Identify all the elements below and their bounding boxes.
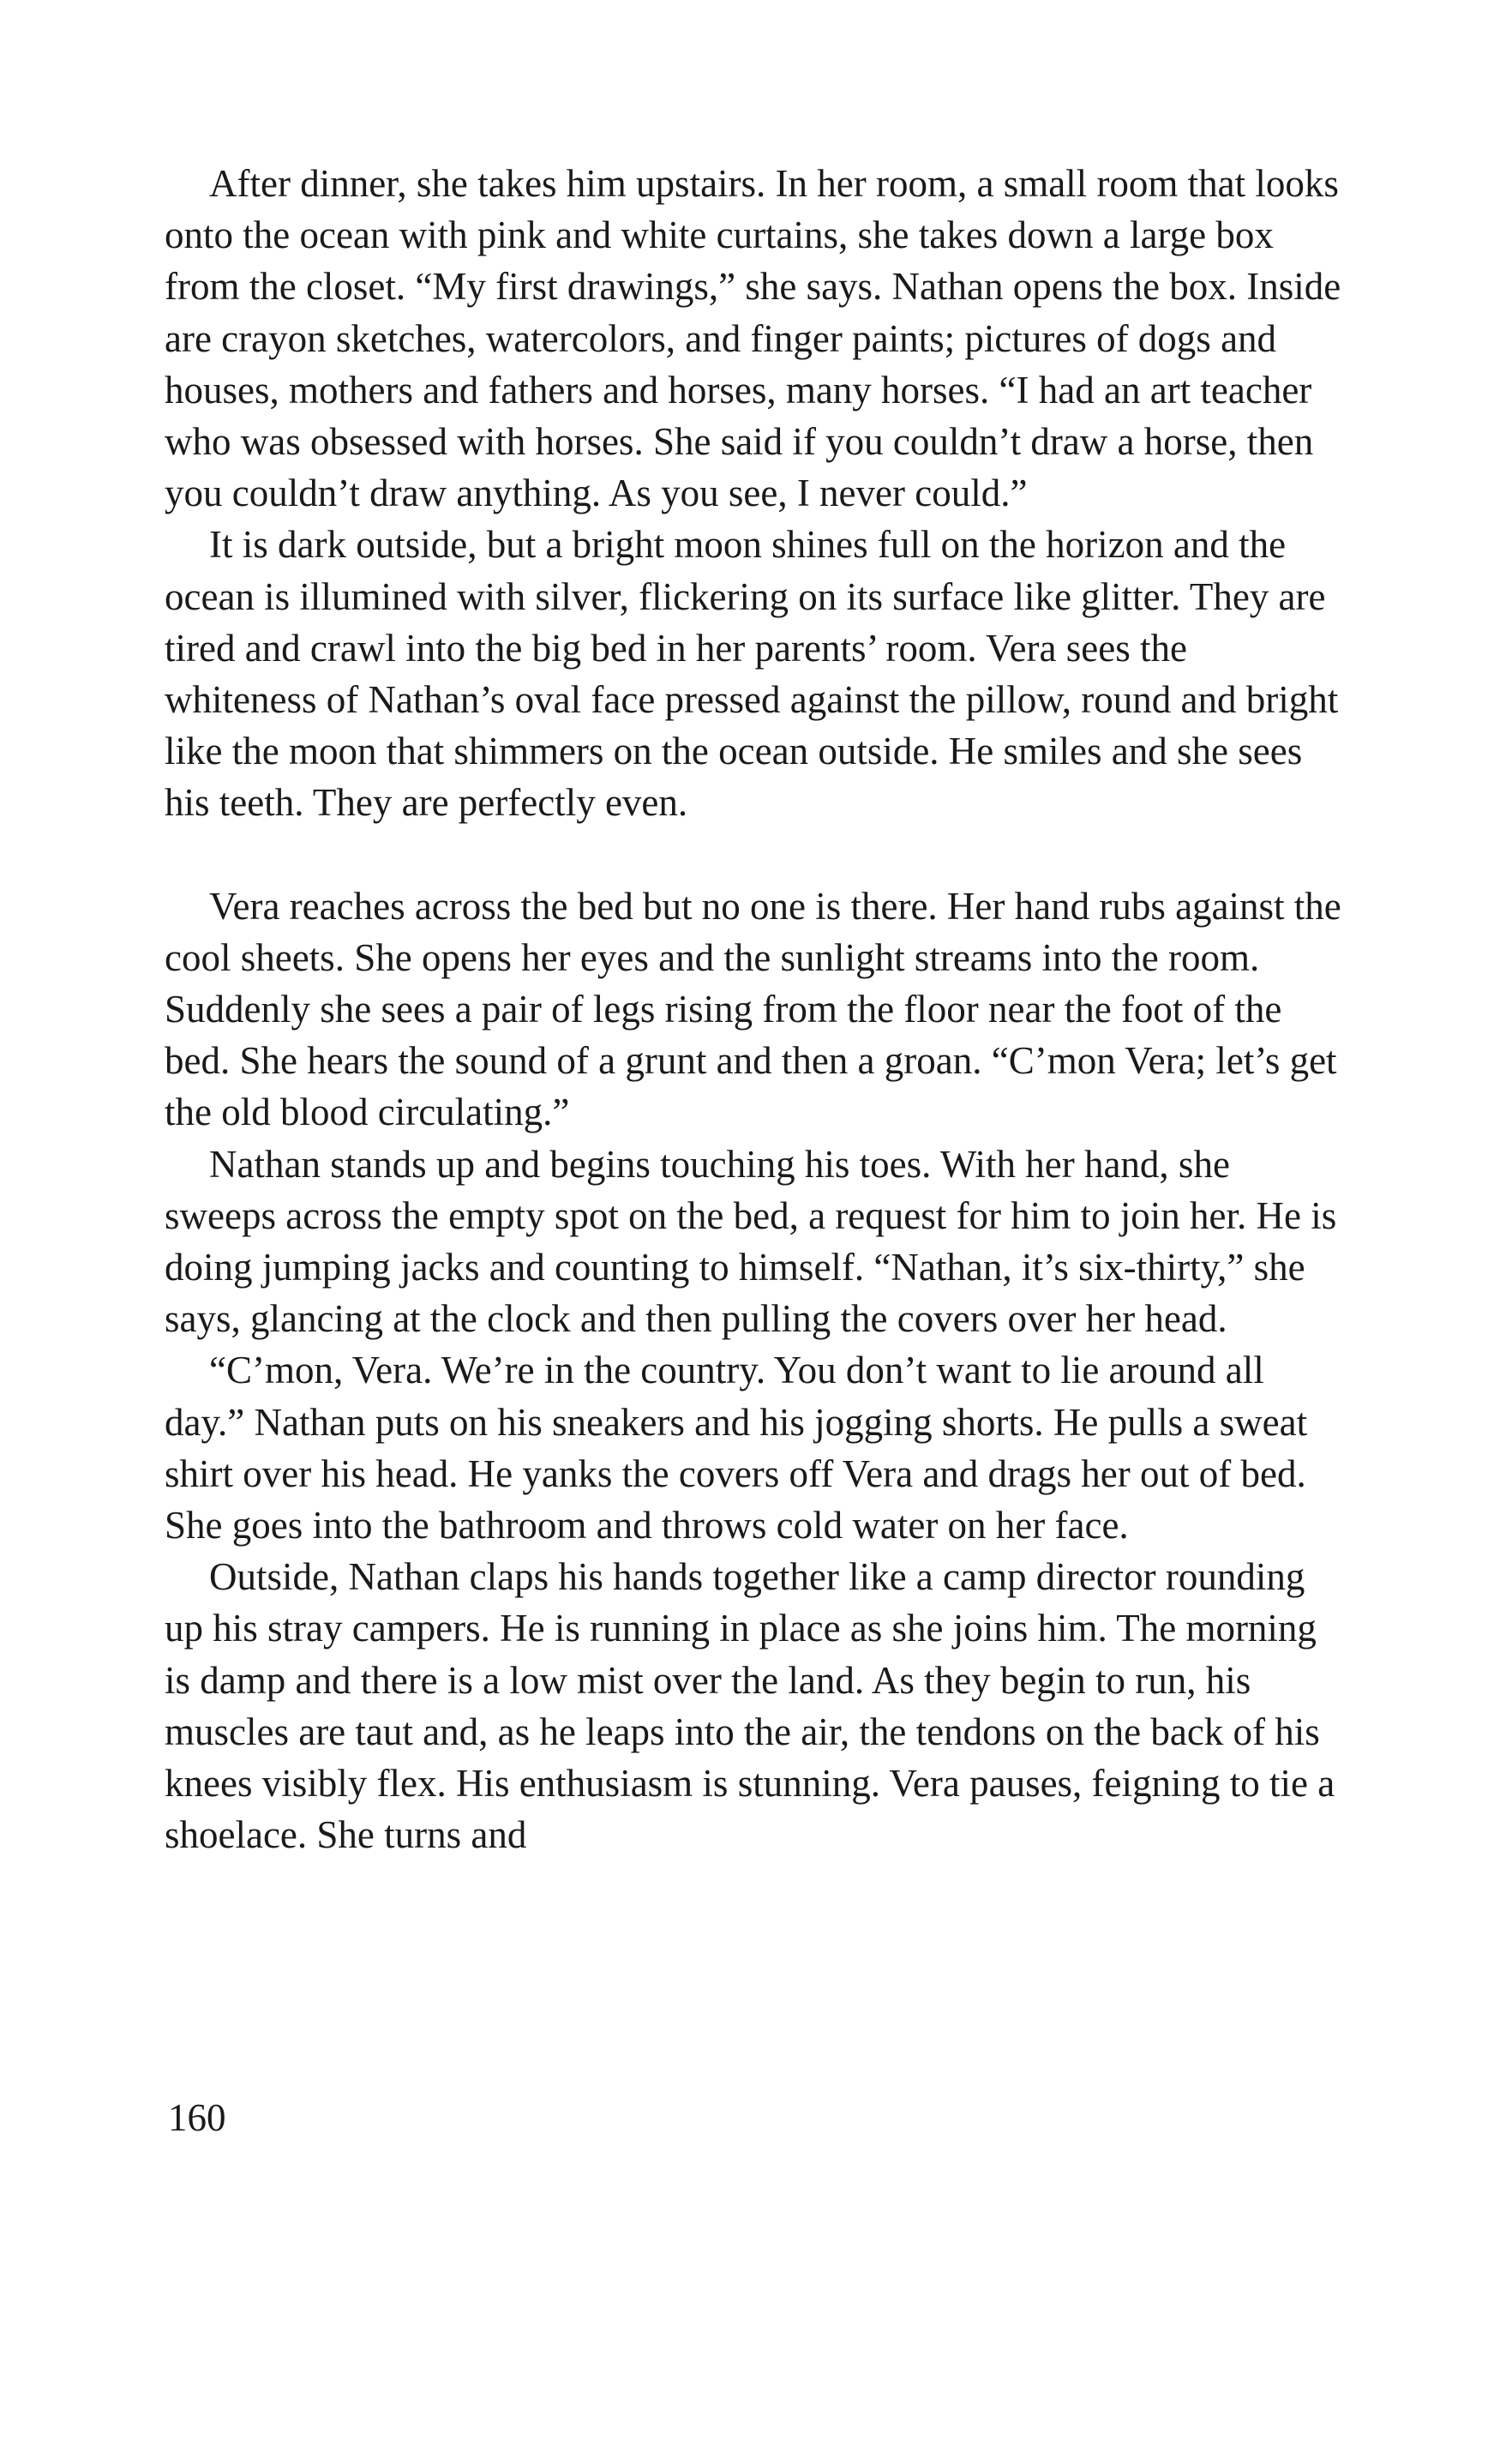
- body-text: [165, 158, 1347, 1861]
- paragraph-2: It is dark outside, but a bright moon shines full on the horizon and the ocean is illumined with silver, flickering on its surface like glitter. They are tired and crawl into the big bed in her parents’ room. Vera sees the whiteness of Nathan’s oval face pressed against the pillow, round and bright like the moon that shimmers on the ocean outside. He smiles and she sees his teeth. They are perfectly even.: [165, 523, 1339, 825]
- paragraph-5: “C’mon, Vera. We’re in the country. You don’t want to lie around all day.” Nathan puts on his sneakers and his jogging shorts. He pulls a sweat shirt over his head. He yanks the covers off Vera and drags her out of bed. She goes into the bathroom and throws cold water on her face.: [165, 1349, 1308, 1548]
- paragraph-3: Vera reaches across the bed but no one is there. Her hand rubs against the cool sheets. She opens her eyes and the sunlight streams into the room. Suddenly she sees a pair of legs rising from the floor near the foot of the bed. She hears the sound of a grunt and then a groan. “C’mon Vera; let’s get the old blood circulating.”: [165, 884, 1341, 1134]
- paragraph-6: Outside, Nathan claps his hands together like a camp director rounding up his stray campers. He is running in place as she joins him. The morning is damp and there is a low mist over the land. As they begin to run, his muscles are taut and, as he leaps into the air, the tendons on the back of his knees visibly flex. His enthusiasm is stunning. Vera pauses, feigning to tie a shoelace. She turns and: [165, 1555, 1335, 1857]
- paragraph-4: Nathan stands up and begins touching his toes. With her hand, she sweeps across the empty spot on the bed, a request for him to join her. He is doing jumping jacks and counting to himself. “Nathan, it’s six-thirty,” she says, glancing at the clock and then pulling the covers over her head.: [165, 1142, 1337, 1341]
- paragraph-1: After dinner, she takes him upstairs. In her room, a small room that looks onto the ocean with pink and white curtains, she takes down a large box from the closet. “My first drawings,” she says. Nathan opens the box. Inside are crayon sketches, watercolors, and finger paints; pictures of dogs and houses, mothers and fathers and horses, many horses. “I had an art teacher who was obsessed with horses. She said if you couldn’t draw a horse, then you couldn’t draw anything. As you see, I never could.”: [165, 162, 1341, 515]
- page-number: 160: [168, 2096, 226, 2139]
